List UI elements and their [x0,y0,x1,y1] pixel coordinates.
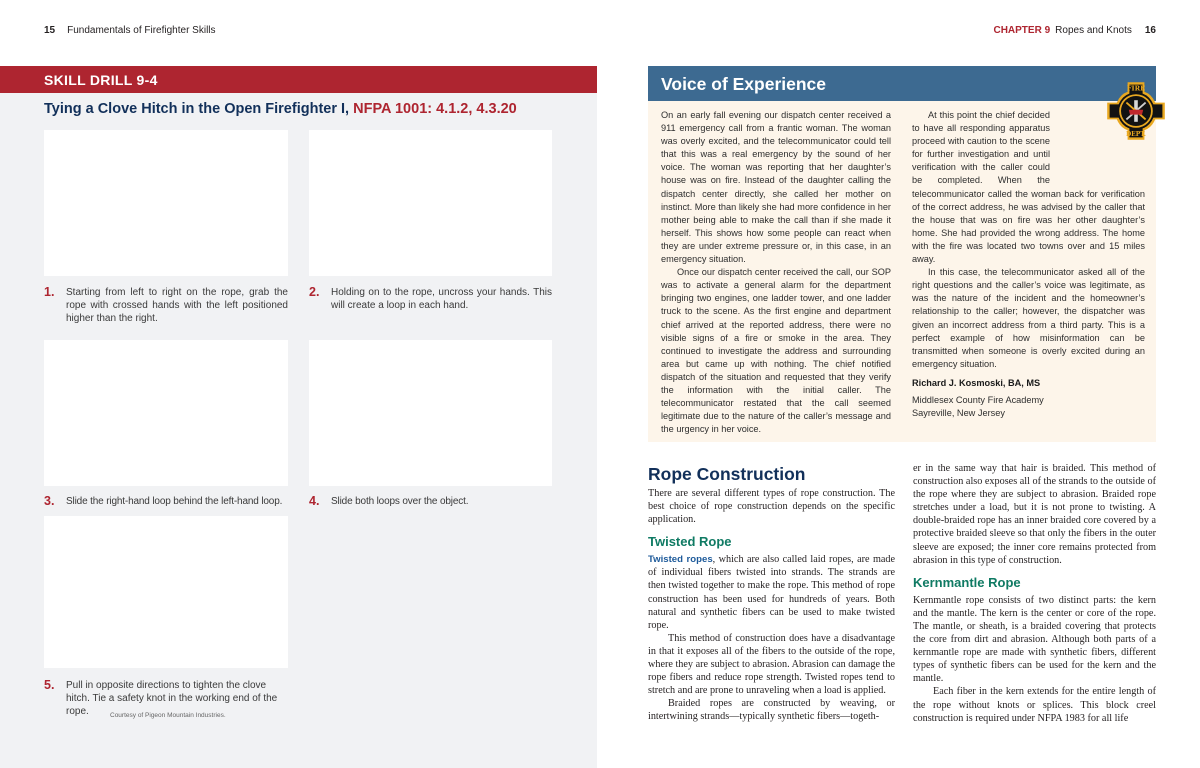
step-number: 1. [44,285,55,299]
step-text: Holding on to the rope, uncross your hands. This will create a loop in each hand. [331,287,552,311]
running-head-left [44,25,216,36]
author-location: Sayreville, New Jersey [912,408,1005,419]
left-page [0,0,597,768]
step-2 [309,286,552,312]
twisted-rope-text: , which are also called laid ropes, are made of individual fibers twisted into strands. The strands are then twisted together to make the rope. This method of rope construction has been used for hundreds of years. Both natural and synthetic fibers can be used to make twisted rope. [648,554,896,631]
step-1 [44,286,288,325]
page-number-right: 16 [1144,25,1156,36]
braided-rope-continued: er in the same way that hair is braided. This method of construction also exposes all of the strands to the outside of the rope where they are subject to abrasion. Braided rope stretches under a load, but it is not prone to twisting. A double-braided rope has an inner braided core covered by a protective braided sleeve so that only the fibers in the outer sleeve are exposed; the inner core remains protected from abrasion in this type of construction. [913,463,1156,566]
step-number: 2. [309,285,320,299]
chapter-label: CHAPTER 9 [993,25,1051,36]
rope-construction-column-2 [913,462,1156,725]
chapter-title: Ropes and Knots [1055,25,1132,36]
rope-intro-paragraph: There are several different types of rope construction. The best choice of rope construction depends on the specific application. [648,488,895,526]
author-name: Richard J. Kosmoski, BA, MS [912,377,1041,388]
step-2-photo [309,130,552,276]
voe-paragraph: Once our dispatch center received the call, our SOP was to activate a general alarm for the department bringing two engines, one ladder tower, and one ladder truck to the scene. As the first engine and department chief arrived at the reported address, there were no visible signs of a fire or smoke in the area. They continued to investigate the address and surrounding area but came up with nothing. The chief notified dispatch of the situation and requested that they verify the information with the initial caller. The telecommunicator restated that the call seemed legitimate due to the nature of the caller’s message and the urgency in her voice. [661,267,891,435]
skill-drill-title-text: Tying a Clove Hitch in the Open Firefighter I, [44,101,354,117]
author-affiliation: Middlesex County Fire Academy [912,394,1044,405]
rope-construction-column-1 [648,463,895,724]
voe-paragraph: On an early fall evening our dispatch center received a 911 emergency call from a frantic woman. The woman was overly excited, and the telecommunicator could tell that this was a real emergency by the sound of her voice. The woman was reporting that her daughter’s house was on fire. Instead of the daughter calling the dispatch center directly, she called her mother on instinct. More than likely she had more confidence in her mother being able to make the call than if she made it herself. This shows how some people can react when they are under extreme pressure or, in this case, in an emergency situation. [661,110,891,265]
page-number-left: 15 [44,25,56,36]
braided-rope-paragraph: Braided ropes are constructed by weaving, or intertwining strands—typically synthetic fibers—togeth- [648,698,895,723]
voice-of-experience-box [648,66,1156,442]
step-1-photo [44,130,288,276]
photo-credit: Courtesy of Pigeon Mountain Industries. [110,712,226,719]
step-text: Pull in opposite directions to tighten the clove hitch. Tie a safety knot in the working end of the rope. [66,680,278,717]
badge-text-top: FIRE [1126,84,1146,93]
step-text: Starting from left to right on the rope, grab the rope with crossed hands with the left positioned higher than the right. [66,287,288,324]
skill-drill-standard: NFPA 1001: 4.1.2, 4.3.20 [353,101,517,117]
skill-drill-label: SKILL DRILL 9-4 [44,72,158,88]
kernmantle-paragraph-2: Each fiber in the kern extends for the entire length of the rope without knots or splices. This block creel construction is required under NFPA 1983 for all life [913,686,1156,724]
kernmantle-rope-heading: Kernmantle Rope [913,574,1021,590]
voe-column-2 [912,109,1145,420]
step-text: Slide the right-hand loop behind the left-hand loop. [66,496,283,507]
skill-drill-title [44,101,517,117]
voe-paragraph: At this point the chief decided to have all responding apparatus proceed with caution to the scene for further investigation and until verification with the caller could be completed. When the telecommunicator called the woman back for verification of the correct address, he was advised by the caller that the house that was on fire was her other daughter’s home. She had provided the wrong address. The home with the fire was located two towns over and 15 miles away. [912,110,1145,265]
voe-column-1 [661,109,891,436]
step-number: 4. [309,494,320,508]
voe-paragraph: In this case, the telecommunicator asked all of the right questions and the caller’s voice was legitimate, as was the nature of the incident and the homeowner’s relationship to the caller; however, the dispatcher was given an incorrect address from a third party. This is a perfect example of how misinformation can be transmitted when someone is overly excited during an emergency situation. [912,267,1145,369]
step-4-photo [309,340,552,486]
twisted-rope-heading: Twisted Rope [648,534,732,550]
book-title: Fundamentals of Firefighter Skills [67,25,216,36]
running-head-right [993,25,1156,36]
step-number: 5. [44,678,55,692]
step-5-photo [44,516,288,668]
twisted-rope-paragraph-2: This method of construction does have a disadvantage in that it exposes all of the fibers to the outside of the rope, where they are subject to abrasion. Abrasion can damage the rope fibers and reduce rope strength. Twisted ropes tend to stretch and are prone to unraveling when a load is applied. [648,632,895,697]
step-3 [44,495,304,508]
rope-construction-heading: Rope Construction [648,464,806,484]
step-number: 3. [44,494,55,508]
voice-of-experience-header [648,66,1156,101]
right-page [597,0,1200,768]
voice-of-experience-heading: Voice of Experience [661,74,827,94]
badge-text-bottom: DEPT. [1125,131,1147,139]
skill-drill-banner [0,66,597,93]
kernmantle-paragraph-1: Kernmantle rope consists of two distinct parts: the kern and the mantle. The kern is the center or core of the rope. The mantle, or sheath, is a braided covering that protects the core from dirt and abrasion. Although both parts of a kernmantle rope are made with synthetic fibers, different types of synthetic fibers can be used for the kern and the mantle. [913,594,1156,685]
key-term-twisted-ropes[interactable]: Twisted ropes [648,554,713,566]
step-5 [44,679,288,718]
twisted-rope-paragraph [648,553,895,632]
fire-dept-badge-icon [1106,81,1166,141]
step-text: Slide both loops over the object. [331,496,469,507]
step-4 [309,495,552,508]
step-3-photo [44,340,288,486]
